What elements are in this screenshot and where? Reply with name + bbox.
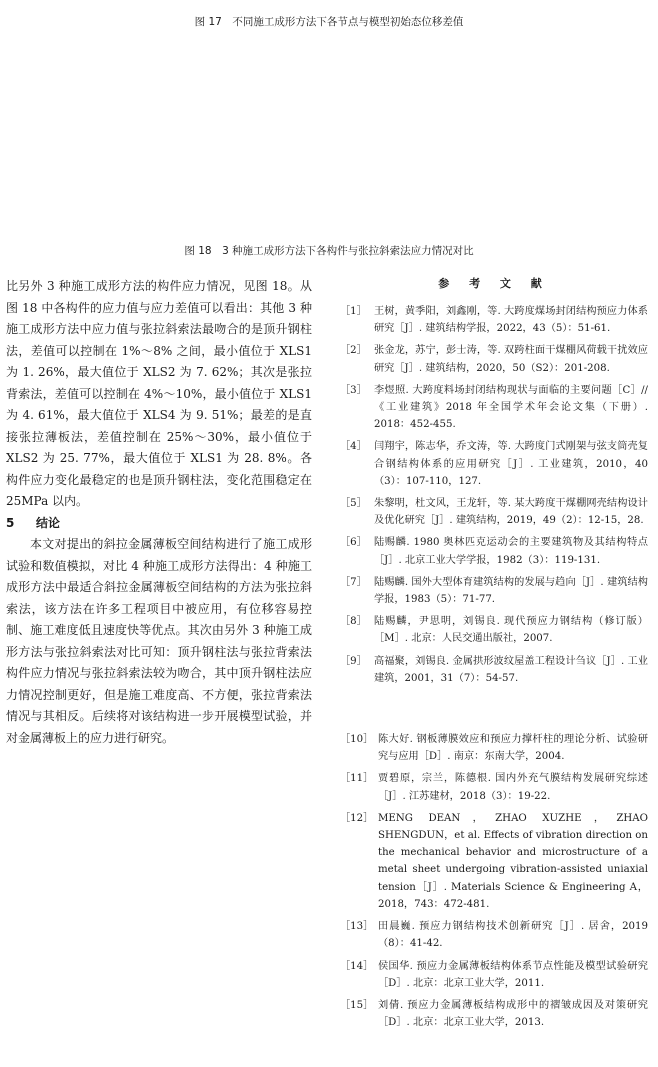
reference-number: ［13］ [340, 921, 374, 933]
reference-item [340, 997, 648, 1031]
reference-number: ［9］ [340, 655, 367, 667]
section-title: 结论 [36, 515, 61, 530]
section-heading [6, 513, 312, 535]
reference-text: 侯国华. 预应力金属薄板结构体系节点性能及模型试验研究［D］. 北京：北京工业大学，2011. [378, 960, 648, 989]
reference-text: 田晨巍. 预应力钢结构技术创新研究［J］. 居舍，2019（8）：41-42. [378, 921, 648, 950]
body-paragraph-2: 本文对提出的斜拉金属薄板空间结构进行了施工成形试验和数值模拟，对比 4 种施工成形方法得出：4 种施工成形方法中最适合斜拉金属薄板空间结构的方法为张拉斜索法，该方法在许多工程项目中被应用，有位移容易控制、施工难度低且速度快等优点。其次由另外 3 种施工成形方法与张拉斜索法对比可知：顶升钢柱法与张拉背索法构件应力情况与张拉斜索法较为吻合，其中顶升钢柱法应力情况控制更好，但是施工难度高、不方便，张拉背索法情况与其相反。后续将对该结构进一步开展模型试验，并对金属薄板上的应力进行研究。 [6, 537, 312, 745]
reference-text: 贾碧原，宗兰，陈德根. 国内外充气膜结构发展研究综述［J］. 江苏建材，2018（3）：19-22. [378, 773, 648, 802]
section-number: 5 [6, 515, 15, 530]
reference-number: ［15］ [340, 999, 374, 1011]
reference-text: 陆赐麟. 国外大型体育建筑结构的发展与趋向［J］. 建筑结构学报，1983（5）：71-77. [374, 576, 648, 606]
reference-number: ［2］ [340, 345, 367, 357]
body-paragraph-1: 比另外 3 种施工成形方法的构件应力情况，见图 18。从图 18 中各构件的应力值与应力差值可以看出：其他 3 种施工成形方法中应力值与张拉斜索法最吻合的是顶升钢柱法，差值可以控制在 1%～8% 之间，最小值位于 XLS1 为 1. 26%，最大值位于 XLS2 为 7. 62%；其次是张拉背索法，差值可以控制在 4%～10%，最小值位于 XLS1 为 4. 61%，最大值位于 XLS4 为 9. 51%；最差的是直接张拉薄板法，差值控制在 25%～30%，最小值位于 XLS2 为 25. 77%，最大值位于 XLS1 为 28. 8%。各构件应力变化最稳定的也是顶升钢柱法，变化范围稳定在 25MPa 以内。 [6, 279, 312, 508]
reference-item [340, 958, 648, 992]
reference-item [340, 534, 648, 568]
reference-number: ［6］ [340, 537, 367, 549]
reference-text: 张金龙，苏宁，彭士涛，等. 双跨柱面干煤棚风荷载干扰效应研究［J］. 建筑结构，2020，50（S2）：201-208. [374, 345, 648, 374]
reference-item [340, 770, 648, 804]
reference-item [340, 653, 648, 687]
reference-item [340, 438, 648, 490]
reference-number: ［10］ [340, 734, 374, 746]
reference-text: 闫翔宇，陈志华，乔文涛，等. 大跨度门式刚架与弦支筒壳复合钢结构体系的应用研究［J］. 工业建筑，2010，40（3）：107-110，127. [374, 441, 648, 487]
reference-text: 朱黎明，杜文风，王龙轩，等. 某大跨度干煤棚网壳结构设计及优化研究［J］. 建筑结构，2019，49（2）：12-15，28. [374, 498, 648, 527]
reference-item [340, 382, 648, 434]
reference-number: ［11］ [340, 773, 374, 785]
reference-number: ［5］ [340, 498, 367, 510]
reference-number: ［3］ [340, 384, 367, 396]
reference-text: 高福聚，刘锡良. 金属拱形波纹屋盖工程设计刍议［J］. 工业建筑，2001，31（7）：54-57. [374, 655, 648, 684]
reference-item [340, 810, 648, 913]
reference-item [340, 342, 648, 376]
reference-text: 陆赐麟. 1980 奥林匹克运动会的主要建筑物及其结构特点［J］. 北京工业大学学报，1982（3）：119-131. [374, 537, 648, 566]
reference-text: 李煜照. 大跨度料场封闭结构现状与面临的主要问题［C］//《工业建筑》2018 年全国学术年会论文集（下册）. 2018：452-455. [374, 384, 648, 431]
reference-number: ［1］ [340, 306, 367, 317]
figure-18-area [20, 34, 638, 234]
reference-text: 王树，黄季阳，刘鑫刚，等. 大跨度煤场封闭结构预应力体系研究［J］. 建筑结构学报，2022，43（5）：51-61. [374, 306, 648, 335]
reference-text: MENG DEAN，ZHAO XUZHE，ZHAO SHENGDUN，et al. Effects of vibration direction on the mechanical behavior and microstructure of a metal sheet undergoing vibration-assisted uniaxial tension［J］. Materials Science & Engineering A，2018，743：472-481. [378, 812, 648, 910]
reference-text: 刘倩. 预应力金属薄板结构成形中的褶皱成因及对策研究［D］. 北京：北京工业大学，2013. [378, 999, 648, 1029]
reference-item [340, 731, 648, 765]
reference-text: 陈大好. 钢板薄膜效应和预应力撑杆柱的理论分析、试验研究与应用［D］. 南京：东南大学，2004. [378, 734, 648, 763]
body-text-column [6, 276, 312, 749]
reference-item [340, 303, 648, 337]
reference-number: ［7］ [340, 576, 367, 588]
reference-number: ［14］ [340, 960, 374, 972]
reference-item [340, 613, 648, 647]
figure-17-caption: 图 17 不同施工成形方法下各节点与模型初始态位移差值 [194, 16, 464, 28]
references-heading: 参 考 文 献 [438, 277, 550, 290]
reference-text: 陆赐麟，尹思明，刘锡良. 现代预应力钢结构（修订版）［M］. 北京：人民交通出版社，2007. [374, 616, 648, 645]
reference-item [340, 918, 648, 952]
reference-number: ［8］ [340, 616, 367, 628]
reference-number: ［12］ [340, 812, 374, 824]
reference-item [340, 574, 648, 608]
references-column [340, 276, 648, 1036]
reference-number: ［4］ [340, 441, 367, 453]
figure-18-caption: 图 18 3 种施工成形方法下各构件与张拉斜索法应力情况对比 [184, 245, 474, 257]
reference-item [340, 495, 648, 529]
